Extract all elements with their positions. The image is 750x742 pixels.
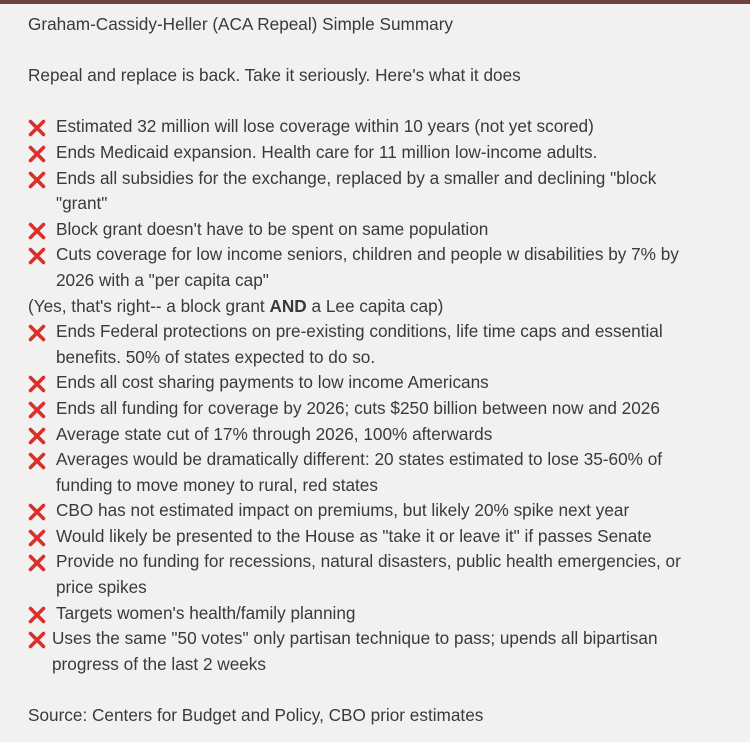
list-item-line: Ends all funding for coverage by 2026; cuts $250 billion between now and 2026 — [56, 397, 660, 418]
cross-mark-icon — [28, 140, 46, 166]
note-text-before: (Yes, that's right-- a block grant — [28, 295, 270, 316]
cross-mark-icon — [28, 626, 46, 652]
list-item-line: progress of the last 2 weeks — [52, 653, 266, 674]
cross-mark-icon — [28, 319, 46, 345]
cross-mark-icon — [28, 422, 46, 448]
cross-mark-icon — [28, 114, 46, 140]
list-item-text — [56, 140, 597, 166]
list-item-text — [56, 447, 662, 498]
list-item-text — [56, 524, 652, 550]
intro-text: Repeal and replace is back. Take it seriously. Here's what it does — [28, 65, 521, 86]
document-title: Graham-Cassidy-Heller (ACA Repeal) Simple Summary — [28, 14, 454, 34]
list-item — [28, 498, 728, 524]
list-item-text — [52, 626, 658, 677]
list-item — [28, 140, 728, 166]
list-item — [28, 242, 728, 293]
summary-document — [0, 4, 750, 729]
list-item-line: 2026 with a "per capita cap" — [56, 269, 269, 290]
cross-mark-icon — [28, 549, 46, 575]
list-item — [28, 396, 728, 422]
list-item-line: funding to move money to rural, red states — [56, 474, 378, 495]
aside-note — [28, 294, 728, 320]
list-item-line: Averages would be dramatically different: 20 states estimated to lose 35-60% of — [56, 449, 663, 470]
list-item — [28, 549, 728, 600]
list-item-line: price spikes — [56, 577, 147, 598]
note-text-bold: AND — [269, 295, 307, 316]
list-item-text — [56, 319, 663, 370]
list-item-text — [56, 549, 681, 600]
cross-mark-icon — [28, 498, 46, 524]
list-item-line: Ends all subsidies for the exchange, replaced by a smaller and declining "block — [56, 167, 657, 188]
list-item-text — [56, 498, 629, 524]
list-item-line: Ends Medicaid expansion. Health care for 11 million low-income adults. — [56, 141, 598, 162]
list-item — [28, 370, 728, 396]
cross-mark-icon — [28, 217, 46, 243]
list-item-line: Estimated 32 million will lose coverage within 10 years (not yet scored) — [56, 116, 594, 137]
cross-mark-icon — [28, 166, 46, 192]
list-item-text — [56, 601, 355, 627]
cross-mark-icon — [28, 396, 46, 422]
list-item-line: "grant" — [56, 193, 108, 214]
blank-line — [28, 677, 728, 703]
list-item-line: CBO has not estimated impact on premiums, but likely 20% spike next year — [56, 500, 630, 521]
list-item-text — [56, 242, 679, 293]
list-item-text — [56, 166, 656, 217]
cross-mark-icon — [28, 447, 46, 473]
list-item-line: benefits. 50% of states expected to do so. — [56, 346, 376, 367]
list-item-text — [56, 370, 489, 396]
list-item-text — [56, 217, 488, 243]
list-item — [28, 447, 728, 498]
list-item — [28, 319, 728, 370]
cross-mark-icon — [28, 601, 46, 627]
list-item-line: Targets women's health/family planning — [56, 602, 356, 623]
bullet-list-secondary — [28, 319, 728, 677]
cross-mark-icon — [28, 370, 46, 396]
note-text-after: a Lee capita cap) — [306, 295, 444, 316]
list-item-line: Uses the same "50 votes" only partisan technique to pass; upends all bipartisan — [52, 628, 658, 649]
list-item — [28, 626, 728, 677]
blank-line — [28, 89, 728, 115]
list-item-line: Average state cut of 17% through 2026, 100% afterwards — [56, 423, 493, 444]
list-item — [28, 114, 728, 140]
list-item-text — [56, 396, 660, 422]
list-item — [28, 524, 728, 550]
list-item-text — [56, 114, 594, 140]
blank-line — [28, 38, 728, 64]
list-item — [28, 217, 728, 243]
bullet-list-primary — [28, 114, 728, 293]
cross-mark-icon — [28, 242, 46, 268]
list-item — [28, 166, 728, 217]
list-item-line: Provide no funding for recessions, natural disasters, public health emergencies, or — [56, 551, 681, 572]
list-item — [28, 601, 728, 627]
list-item-line: Cuts coverage for low income seniors, children and people w disabilities by 7% by — [56, 244, 679, 265]
list-item — [28, 422, 728, 448]
source-citation: Source: Centers for Budget and Policy, CBO prior estimates — [28, 705, 484, 726]
list-item-line: Would likely be presented to the House as "take it or leave it" if passes Senate — [56, 525, 652, 546]
list-item-text — [56, 422, 492, 448]
list-item-line: Ends all cost sharing payments to low income Americans — [56, 372, 489, 393]
list-item-line: Block grant doesn't have to be spent on same population — [56, 218, 489, 239]
cross-mark-icon — [28, 524, 46, 550]
list-item-line: Ends Federal protections on pre-existing conditions, life time caps and essential — [56, 321, 663, 342]
